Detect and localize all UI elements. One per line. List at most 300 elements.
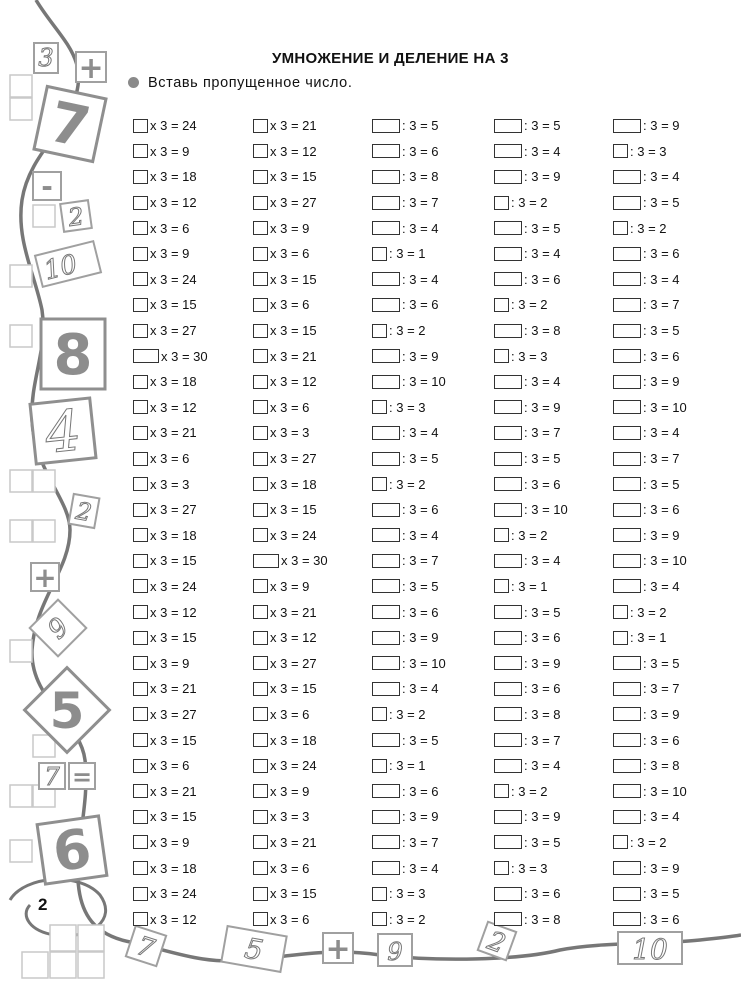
answer-box[interactable] (253, 579, 268, 593)
answer-box[interactable] (613, 861, 641, 875)
answer-box[interactable] (372, 477, 387, 491)
equation-text: : 3 = 9 (524, 399, 561, 415)
answer-box[interactable] (372, 835, 400, 849)
exercise-row (133, 139, 208, 165)
answer-box[interactable] (372, 861, 400, 875)
answer-box[interactable] (372, 528, 400, 542)
answer-box[interactable] (613, 759, 641, 773)
answer-box[interactable] (494, 733, 522, 747)
answer-box[interactable] (494, 426, 522, 440)
equation-text: x 3 = 6 (270, 297, 310, 313)
answer-box[interactable] (613, 605, 628, 619)
equation-text: : 3 = 2 (630, 220, 667, 236)
card-9-foot-text: 9 (387, 938, 403, 966)
exercise-row (253, 753, 328, 779)
card-6-text: 6 (49, 816, 96, 885)
answer-box[interactable] (133, 324, 148, 338)
answer-box[interactable] (133, 119, 148, 133)
answer-box[interactable] (372, 707, 387, 721)
answer-box[interactable] (494, 247, 522, 261)
answer-box[interactable] (613, 221, 628, 235)
answer-box[interactable] (372, 682, 400, 696)
answer-box[interactable] (133, 298, 148, 312)
answer-box[interactable] (494, 272, 522, 286)
answer-box[interactable] (253, 759, 268, 773)
equation-text: : 3 = 5 (643, 323, 680, 339)
answer-box[interactable] (494, 835, 522, 849)
equation-text: : 3 = 6 (524, 476, 561, 492)
card-3-text: 3 (38, 44, 54, 72)
answer-box[interactable] (133, 810, 148, 824)
answer-box[interactable] (253, 247, 268, 261)
answer-box[interactable] (372, 119, 400, 133)
answer-box[interactable] (494, 144, 522, 158)
answer-box[interactable] (372, 375, 400, 389)
equation-text: x 3 = 15 (270, 323, 317, 339)
answer-box[interactable] (133, 144, 148, 158)
answer-box[interactable] (613, 912, 641, 926)
answer-box[interactable] (494, 324, 522, 338)
exercise-row (253, 113, 328, 139)
equation-text: : 3 = 6 (643, 502, 680, 518)
equation-text: x 3 = 21 (150, 681, 197, 697)
equation-text: : 3 = 9 (524, 809, 561, 825)
answer-box[interactable] (372, 554, 400, 568)
answer-box[interactable] (372, 400, 387, 414)
answer-box[interactable] (372, 784, 400, 798)
answer-box[interactable] (494, 196, 509, 210)
equation-text: x 3 = 18 (150, 169, 197, 185)
exercise-row (133, 676, 208, 702)
answer-box[interactable] (253, 656, 268, 670)
answer-box[interactable] (613, 452, 641, 466)
answer-box[interactable] (613, 196, 641, 210)
answer-box[interactable] (613, 324, 641, 338)
exercise-row (372, 267, 446, 293)
answer-box[interactable] (133, 912, 148, 926)
exercise-row (253, 778, 328, 804)
exercise-row (494, 830, 568, 856)
exercise-row (613, 804, 687, 830)
answer-box[interactable] (133, 170, 148, 184)
answer-box[interactable] (253, 426, 268, 440)
bullet-dot-icon (128, 77, 139, 88)
answer-box[interactable] (133, 196, 148, 210)
answer-box[interactable] (613, 477, 641, 491)
exercise-row (613, 471, 687, 497)
answer-box[interactable] (133, 554, 148, 568)
answer-box[interactable] (133, 784, 148, 798)
exercise-row (253, 523, 328, 549)
exercise-row (253, 830, 328, 856)
answer-box[interactable] (613, 119, 641, 133)
answer-box[interactable] (253, 221, 268, 235)
answer-box[interactable] (494, 759, 522, 773)
exercise-row (372, 395, 446, 421)
exercise-row (613, 650, 687, 676)
exercise-row (372, 471, 446, 497)
equation-text: x 3 = 21 (270, 834, 317, 850)
equation-text: x 3 = 6 (270, 911, 310, 927)
exercise-row (613, 676, 687, 702)
instruction (128, 75, 352, 91)
answer-box[interactable] (613, 733, 641, 747)
answer-box[interactable] (494, 656, 522, 670)
answer-box[interactable] (133, 682, 148, 696)
answer-box[interactable] (253, 707, 268, 721)
answer-box[interactable] (494, 349, 509, 363)
equation-text: : 3 = 9 (402, 630, 439, 646)
equation-text: : 3 = 9 (524, 655, 561, 671)
answer-box[interactable] (372, 221, 400, 235)
answer-box[interactable] (253, 375, 268, 389)
exercise-row (494, 369, 568, 395)
exercise-row (253, 395, 328, 421)
exercise-row (613, 113, 687, 139)
equation-text: x 3 = 3 (270, 425, 310, 441)
equation-text: : 3 = 6 (402, 143, 439, 159)
equation-text: x 3 = 9 (270, 578, 310, 594)
exercise-row (494, 599, 568, 625)
answer-box[interactable] (253, 452, 268, 466)
answer-box[interactable] (494, 528, 509, 542)
exercise-row (253, 650, 328, 676)
equation-text: : 3 = 4 (524, 758, 561, 774)
exercise-row (494, 190, 568, 216)
exercise-row (494, 215, 568, 241)
answer-box[interactable] (613, 349, 641, 363)
answer-box[interactable] (494, 605, 522, 619)
exercise-row (613, 599, 687, 625)
answer-box[interactable] (372, 452, 400, 466)
answer-box[interactable] (133, 247, 148, 261)
exercise-row (253, 548, 328, 574)
answer-box[interactable] (253, 605, 268, 619)
exercise-row (133, 778, 208, 804)
answer-box[interactable] (253, 528, 268, 542)
equation-text: x 3 = 6 (270, 860, 310, 876)
answer-box[interactable] (133, 503, 148, 517)
equation-text: : 3 = 6 (402, 604, 439, 620)
answer-box[interactable] (372, 733, 400, 747)
answer-box[interactable] (494, 631, 522, 645)
exercise-row (253, 420, 328, 446)
answer-box[interactable] (372, 247, 387, 261)
equation-text: x 3 = 15 (150, 553, 197, 569)
exercise-row (133, 471, 208, 497)
answer-box[interactable] (133, 887, 148, 901)
equation-text: x 3 = 15 (270, 886, 317, 902)
equation-text: : 3 = 10 (402, 374, 446, 390)
answer-box[interactable] (494, 784, 509, 798)
exercise-row (613, 523, 687, 549)
equation-text: : 3 = 2 (511, 297, 548, 313)
answer-box[interactable] (372, 810, 400, 824)
exercise-row (372, 548, 446, 574)
answer-box[interactable] (613, 631, 628, 645)
answer-box[interactable] (133, 452, 148, 466)
card-7-bottom (39, 763, 65, 791)
answer-box[interactable] (372, 503, 400, 517)
card-equals-text: = (71, 763, 93, 791)
exercise-row (253, 369, 328, 395)
answer-box[interactable] (494, 554, 522, 568)
exercise-row (372, 318, 446, 344)
equation-text: x 3 = 9 (150, 246, 190, 262)
answer-box[interactable] (253, 887, 268, 901)
equation-text: : 3 = 5 (402, 451, 439, 467)
answer-box[interactable] (253, 861, 268, 875)
answer-box[interactable] (372, 887, 387, 901)
answer-box[interactable] (372, 631, 400, 645)
exercise-row (372, 599, 446, 625)
answer-box[interactable] (613, 682, 641, 696)
answer-box[interactable] (133, 861, 148, 875)
answer-box[interactable] (613, 400, 641, 414)
equation-text: x 3 = 6 (150, 220, 190, 236)
answer-box[interactable] (133, 759, 148, 773)
card-10-foot-text: 10 (632, 933, 668, 966)
equation-text: x 3 = 6 (270, 399, 310, 415)
answer-box[interactable] (253, 554, 279, 568)
answer-box[interactable] (253, 170, 268, 184)
page-title: УМНОЖЕНИЕ И ДЕЛЕНИЕ НА 3 (272, 50, 509, 67)
equation-text: : 3 = 1 (630, 630, 667, 646)
answer-box[interactable] (372, 196, 400, 210)
answer-box[interactable] (253, 835, 268, 849)
equation-text: : 3 = 2 (630, 834, 667, 850)
card-8-text: 8 (53, 323, 93, 388)
card-7 (34, 86, 106, 163)
exercise-row (133, 215, 208, 241)
equation-text: : 3 = 8 (524, 323, 561, 339)
equation-text: : 3 = 2 (511, 527, 548, 543)
answer-box[interactable] (613, 554, 641, 568)
exercise-row (613, 139, 687, 165)
answer-box[interactable] (133, 733, 148, 747)
card-4-text: 4 (42, 398, 85, 467)
answer-box[interactable] (133, 707, 148, 721)
exercise-row (372, 574, 446, 600)
exercise-row (372, 523, 446, 549)
answer-box[interactable] (253, 682, 268, 696)
equation-text: : 3 = 6 (524, 271, 561, 287)
exercise-row (133, 830, 208, 856)
exercise-row (613, 855, 687, 881)
answer-box[interactable] (133, 579, 148, 593)
exercise-row (133, 727, 208, 753)
equation-text: : 3 = 3 (511, 860, 548, 876)
exercise-row (494, 395, 568, 421)
answer-box[interactable] (613, 784, 641, 798)
answer-box[interactable] (494, 375, 522, 389)
equation-text: x 3 = 24 (150, 886, 197, 902)
answer-box[interactable] (133, 528, 148, 542)
equation-text: : 3 = 10 (643, 399, 687, 415)
answer-box[interactable] (494, 810, 522, 824)
answer-box[interactable] (613, 272, 641, 286)
equation-text: : 3 = 3 (389, 886, 426, 902)
answer-box[interactable] (613, 298, 641, 312)
answer-box[interactable] (372, 759, 387, 773)
equation-text: x 3 = 6 (150, 451, 190, 467)
exercise-row (372, 497, 446, 523)
answer-box[interactable] (253, 196, 268, 210)
answer-box[interactable] (372, 912, 387, 926)
answer-box[interactable] (372, 579, 400, 593)
answer-box[interactable] (133, 349, 159, 363)
answer-box[interactable] (253, 784, 268, 798)
answer-box[interactable] (494, 170, 522, 184)
equation-text: : 3 = 10 (643, 553, 687, 569)
answer-box[interactable] (253, 349, 268, 363)
answer-box[interactable] (494, 119, 522, 133)
answer-box[interactable] (253, 733, 268, 747)
answer-box[interactable] (253, 912, 268, 926)
answer-box[interactable] (253, 503, 268, 517)
answer-box[interactable] (253, 144, 268, 158)
answer-box[interactable] (253, 119, 268, 133)
answer-box[interactable] (613, 144, 628, 158)
exercise-row (372, 625, 446, 651)
answer-box[interactable] (613, 707, 641, 721)
exercise-row (253, 727, 328, 753)
answer-box[interactable] (613, 887, 641, 901)
answer-box[interactable] (253, 324, 268, 338)
exercise-row (133, 804, 208, 830)
exercise-row (494, 241, 568, 267)
exercise-row (253, 215, 328, 241)
answer-box[interactable] (613, 528, 641, 542)
exercise-row (494, 267, 568, 293)
answer-box[interactable] (494, 221, 522, 235)
equation-text: : 3 = 10 (524, 502, 568, 518)
answer-box[interactable] (133, 656, 148, 670)
answer-box[interactable] (372, 144, 400, 158)
answer-box[interactable] (372, 426, 400, 440)
answer-box[interactable] (494, 579, 509, 593)
equation-text: : 3 = 5 (524, 604, 561, 620)
exercise-row (613, 906, 687, 932)
answer-box[interactable] (253, 477, 268, 491)
answer-box[interactable] (613, 375, 641, 389)
answer-box[interactable] (133, 375, 148, 389)
exercise-row (494, 855, 568, 881)
card-9-left (30, 600, 87, 657)
answer-box[interactable] (253, 400, 268, 414)
exercise-row (253, 625, 328, 651)
answer-box[interactable] (494, 298, 509, 312)
exercise-row (253, 702, 328, 728)
equation-text: x 3 = 30 (161, 348, 208, 364)
exercise-row (494, 420, 568, 446)
answer-box[interactable] (494, 707, 522, 721)
equation-text: : 3 = 3 (511, 348, 548, 364)
equation-text: : 3 = 2 (511, 783, 548, 799)
answer-box[interactable] (494, 912, 522, 926)
answer-box[interactable] (372, 272, 400, 286)
answer-box[interactable] (613, 247, 641, 261)
exercise-row (253, 676, 328, 702)
exercise-row (133, 599, 208, 625)
equation-text: x 3 = 15 (150, 809, 197, 825)
answer-box[interactable] (613, 810, 641, 824)
equation-text: x 3 = 12 (270, 143, 317, 159)
answer-box[interactable] (613, 170, 641, 184)
equation-text: : 3 = 4 (402, 860, 439, 876)
answer-box[interactable] (494, 400, 522, 414)
answer-box[interactable] (494, 861, 509, 875)
exercise-row (372, 727, 446, 753)
exercise-row (133, 446, 208, 472)
answer-box[interactable] (133, 605, 148, 619)
equation-text: : 3 = 5 (643, 195, 680, 211)
answer-box[interactable] (133, 631, 148, 645)
answer-box[interactable] (253, 298, 268, 312)
equation-text: : 3 = 6 (524, 630, 561, 646)
answer-box[interactable] (494, 682, 522, 696)
exercise-row (613, 420, 687, 446)
answer-box[interactable] (613, 503, 641, 517)
equation-text: x 3 = 24 (270, 758, 317, 774)
answer-box[interactable] (613, 656, 641, 670)
answer-box[interactable] (133, 272, 148, 286)
answer-box[interactable] (494, 477, 522, 491)
equation-text: x 3 = 21 (270, 348, 317, 364)
exercise-column-2 (253, 113, 328, 932)
equation-text: : 3 = 5 (643, 886, 680, 902)
card-2-top (60, 200, 92, 233)
answer-box[interactable] (613, 426, 641, 440)
answer-box[interactable] (133, 835, 148, 849)
answer-box[interactable] (494, 887, 522, 901)
equation-text: : 3 = 5 (524, 834, 561, 850)
answer-box[interactable] (133, 400, 148, 414)
answer-box[interactable] (372, 170, 400, 184)
answer-box[interactable] (253, 810, 268, 824)
equation-text: x 3 = 24 (150, 578, 197, 594)
answer-box[interactable] (372, 656, 400, 670)
exercise-row (253, 267, 328, 293)
answer-box[interactable] (133, 221, 148, 235)
equation-text: x 3 = 18 (150, 374, 197, 390)
answer-box[interactable] (253, 631, 268, 645)
equation-text: : 3 = 6 (643, 732, 680, 748)
answer-box[interactable] (372, 605, 400, 619)
answer-box[interactable] (372, 349, 400, 363)
answer-box[interactable] (372, 298, 400, 312)
answer-box[interactable] (253, 272, 268, 286)
equation-text: : 3 = 5 (643, 476, 680, 492)
equation-text: : 3 = 8 (643, 758, 680, 774)
equation-text: : 3 = 1 (389, 246, 426, 262)
equation-text: x 3 = 9 (270, 783, 310, 799)
answer-box[interactable] (494, 452, 522, 466)
answer-box[interactable] (494, 503, 522, 517)
answer-box[interactable] (133, 426, 148, 440)
exercise-row (494, 676, 568, 702)
answer-box[interactable] (372, 324, 387, 338)
answer-box[interactable] (613, 579, 641, 593)
exercise-row (133, 113, 208, 139)
card-4 (30, 397, 96, 468)
answer-box[interactable] (613, 835, 628, 849)
equation-text: : 3 = 9 (643, 374, 680, 390)
exercise-row (253, 497, 328, 523)
equation-text: x 3 = 3 (150, 476, 190, 492)
answer-box[interactable] (133, 477, 148, 491)
exercise-row (133, 267, 208, 293)
